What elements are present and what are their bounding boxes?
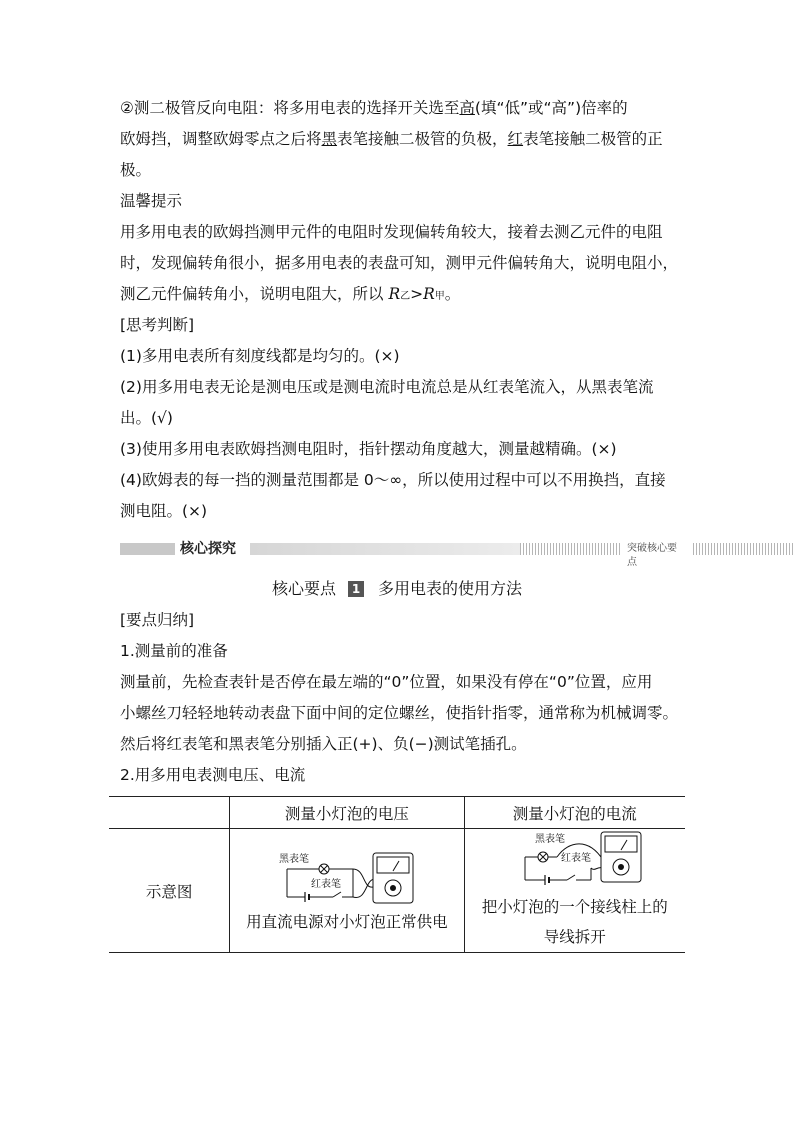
- text-run: 表笔接触二极管的负极，: [337, 130, 508, 148]
- text-line: 极。: [120, 161, 152, 179]
- banner-title: 核心探究: [180, 541, 236, 557]
- voltage-diagram-cell: [230, 829, 464, 953]
- math-symbol: >: [410, 285, 424, 303]
- math-subscript: 乙: [400, 291, 411, 302]
- judgement-item: (4)欧姆表的每一挡的测量范围都是 0～∞，所以使用过程中可以不用换挡，直接: [120, 471, 666, 489]
- text-line: 然后将红表笔和黑表笔分别插入正(+)、负(−)测试笔插孔。: [120, 735, 527, 753]
- tip-section: [120, 186, 680, 310]
- diode-reverse-paragraph: [120, 93, 680, 186]
- text-run: (填“低”或“高”)倍率的: [474, 99, 628, 117]
- black-probe-label: 黑表笔: [534, 833, 565, 845]
- answer-underlined: 红: [507, 130, 524, 148]
- red-probe-label: 红表笔: [310, 878, 341, 890]
- text-run: 。: [444, 285, 461, 303]
- answer-underlined: 高: [459, 99, 475, 117]
- switch-icon: [567, 875, 575, 880]
- banner-bar: [250, 543, 520, 555]
- banner-stripes: [693, 543, 794, 555]
- current-caption: [465, 892, 685, 952]
- judgement-item: (3)使用多用电表欧姆挡测电阻时，指针摆动角度越大，测量越精确。(×): [120, 440, 617, 458]
- judgement-item: (2)用多用电表无论是测电压或是测电流时电流总是从红表笔流入，从黑表笔流: [120, 378, 654, 396]
- multimeter-knob-center: [618, 864, 624, 870]
- text-line: [120, 93, 680, 124]
- text-run: 欧姆挡，调整欧姆零点之后将: [120, 130, 322, 148]
- tip-heading: 温馨提示: [120, 192, 183, 210]
- caption-line: 导线拆开: [543, 927, 606, 946]
- core-title-text: 多用电表的使用方法: [378, 579, 523, 598]
- text-line: 用多用电表的欧姆挡测甲元件的电阻时发现偏转角较大，接着去测乙元件的电阻: [120, 223, 663, 241]
- banner-stripes: [520, 543, 620, 555]
- core-number-badge: 1: [348, 581, 364, 597]
- core-label: 核心要点: [271, 579, 336, 598]
- text-line: [120, 279, 680, 310]
- judgement-item: 测电阻。(×): [120, 502, 208, 520]
- subsection-title: 1.测量前的准备: [120, 642, 228, 660]
- caption-line: 把小灯泡的一个接线柱上的: [481, 897, 668, 916]
- table-header-row: [109, 797, 685, 829]
- voltage-caption: 用直流电源对小灯泡正常供电: [246, 912, 448, 931]
- current-diagram-cell: [464, 829, 685, 953]
- black-probe-label: 黑表笔: [278, 853, 309, 865]
- measurement-table: [109, 796, 685, 953]
- summary-heading: [要点归纳]: [120, 611, 195, 629]
- red-probe-label: 红表笔: [560, 852, 591, 864]
- header-voltage: 测量小灯泡的电压: [230, 797, 464, 829]
- current-circuit-diagram: [505, 830, 645, 888]
- math-symbol: R: [388, 285, 401, 303]
- section-banner: [120, 540, 680, 568]
- multimeter-knob-center: [390, 885, 396, 891]
- text-line: 小螺丝刀轻轻地转动表盘下面中间的定位螺丝，使指针指零，通常称为机械调零。: [120, 704, 679, 722]
- table-cell-empty: [109, 797, 230, 829]
- probe-lead: [353, 869, 373, 887]
- text-line: [120, 124, 680, 155]
- judgement-item: 出。(√): [120, 409, 173, 427]
- core-point-title: [0, 577, 794, 601]
- judgement-heading: [思考判断]: [120, 316, 195, 334]
- voltage-circuit-diagram: [277, 849, 417, 907]
- text-line: 时，发现偏转角很小，据多用电表的表盘可知，测甲元件偏转角大，说明电阻小，: [120, 254, 679, 272]
- probe-lead: [353, 879, 375, 897]
- judgement-section: [120, 310, 680, 527]
- subsection-title: 2.用多用电表测电压、电流: [120, 766, 306, 784]
- math-symbol: R: [423, 285, 435, 303]
- answer-underlined: 黑: [321, 130, 338, 148]
- text-run: ②测二极管反向电阻：将多用电表的选择开关选至: [120, 99, 460, 117]
- text-line: 测量前，先检查表针是否停在最左端的“0”位置，如果没有停在“0”位置，应用: [120, 673, 653, 691]
- table-row: [109, 829, 685, 953]
- summary-section: [120, 605, 680, 791]
- banner-bar: [120, 543, 175, 555]
- switch-icon: [333, 892, 341, 897]
- text-run: 表笔接触二极管的正: [523, 130, 663, 148]
- text-run: 测乙元件偏转角小，说明电阻大，所以: [120, 285, 384, 303]
- header-current: 测量小灯泡的电流: [464, 797, 685, 829]
- banner-subtitle: 突破核心要点: [627, 543, 677, 568]
- row-label: 示意图: [109, 829, 230, 953]
- judgement-item: (1)多用电表所有刻度线都是均匀的。(×): [120, 347, 400, 365]
- math-subscript: 甲: [434, 291, 445, 302]
